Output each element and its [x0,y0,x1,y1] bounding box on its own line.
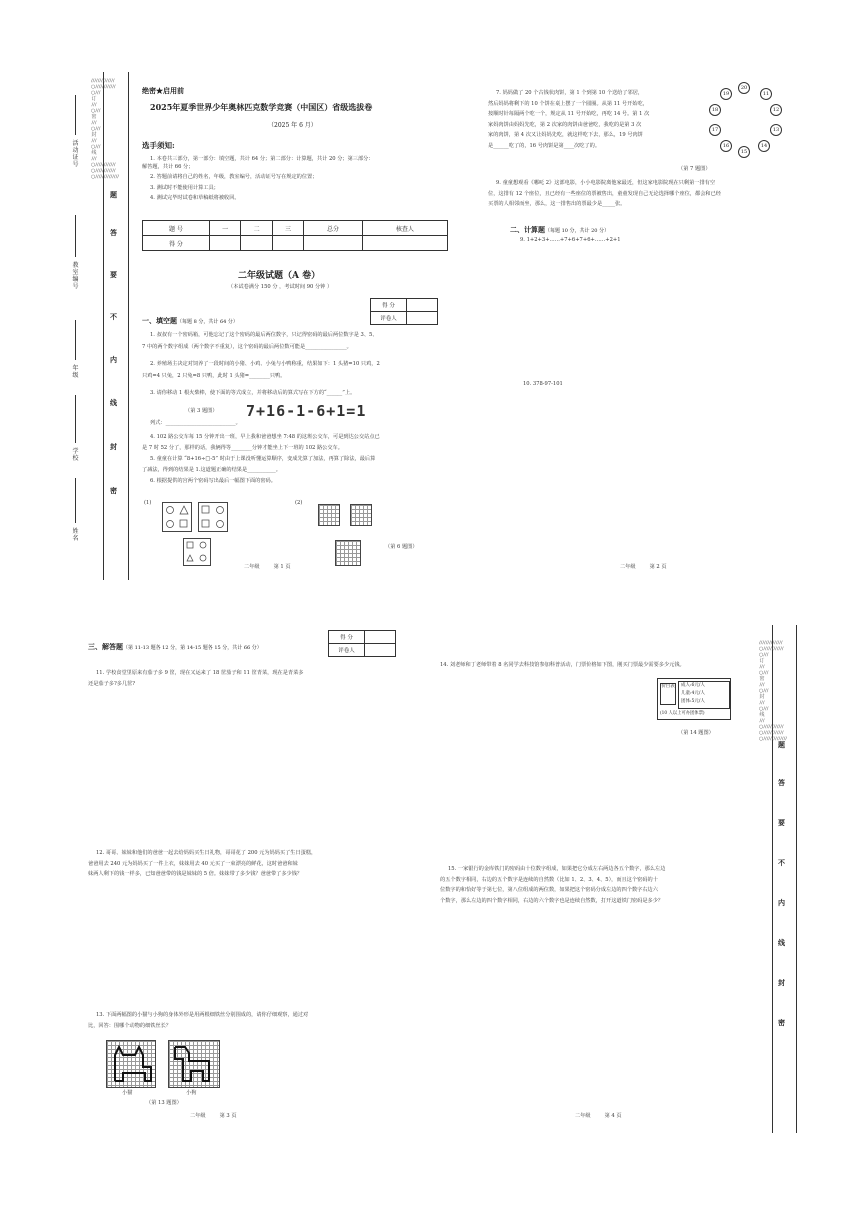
ticket-price-list [678,681,730,709]
seal-char: 要 [778,818,785,827]
page-4-footer [575,1113,622,1121]
seal-char: 内 [778,898,785,907]
binding-line [772,625,773,1133]
underline [75,478,76,523]
footer-page: 第 3 页 [219,1113,237,1119]
questions-4-6 [142,434,472,486]
question-5: 5. 童童在计算 “8+16÷□-5” 时由于上课没听懂运算顺序，变成先算了加法，再算了除法，最后算 [150,456,376,463]
seal-char: 线 [778,938,785,947]
grader-label: 评卷人 [371,312,407,325]
paper-title: 二年级试题（A 卷） [238,271,321,281]
label-grade: 年级 [72,365,79,379]
ticket-price-row: 成人:6元/人 [681,683,705,688]
section-2-heading [510,225,609,235]
question-7-line: 家的肉饼，第 4 次又让妈妈先吃，就这样吃下去，那么，19 号肉饼 [488,132,643,139]
q6-label: (2) [295,500,303,506]
label-activity-id: 活动证号 [72,140,79,168]
grader-cell[interactable] [407,299,438,312]
notice-item: 解答题，共计 66 分； [142,163,194,170]
pancake-circle: 14 [758,140,770,152]
grader-cell[interactable] [365,644,396,657]
seal-char: 封 [110,442,117,451]
ticket-board-title: 价目表 [660,683,676,705]
q6-grid-figure [318,504,340,526]
score-cell[interactable] [362,236,447,251]
cat-label: 小猫 [122,1090,133,1096]
pancake-circle: 15 [738,146,750,158]
question-12 [88,850,398,879]
q6-code-figure [183,538,211,566]
notice-item: 1. 本卷共三部分，第一部分：填空题，共计 64 分；第二部分：计算题，共计 20 分；第三部分： [150,156,374,162]
question-8-line: 9. 童童想观看《哪吒 2》这部电影，小小电影院离他家最近，但这家电影院现在只剩第一排有空 [496,180,716,186]
shape-icon [184,539,210,565]
footer-page: 第 2 页 [649,564,667,570]
exam-date: （2025 年 6 月） [268,122,317,129]
seal-char: 密 [110,486,117,495]
underline [75,395,76,443]
matchstick-equation: 7+16-1-6+1=1 [246,402,367,420]
label-school: 学校 [72,448,79,462]
binding-line [128,72,129,580]
question-2: 2. 养殖场主决定对饲养了一段时间的小猪、小鸡、小兔与小鸭称重，结果如下：1 头猪=10 只鸡，2 [150,361,380,368]
question-4: 是 7 时 52 分了，那样的话，我俩得等________分钟才能坐上下一班的 102 路公交车。 [142,444,343,451]
question-7-line: 家妈肉饼由妈妈先吃，第 2 次家的肉饼由爸爸吃，我吃的是第 3 次 [488,121,642,128]
question-12-line: 妹两人剩下的钱一样多，已知爸爸带的钱是妹妹的 5 倍。妹妹带了多少钱？爸爸带了多少钱？ [88,871,303,878]
question-6: 6. 根据提供的宫两个密码写出最后一幅图下面的密码。 [150,478,276,485]
score-header: 三 [272,221,303,236]
question-15-line: 个数字，那么左边的四个数字相同，右边的六个数字也是连续自然数，打开这道铁门密码是多少？ [440,897,664,904]
notice-item: 4. 测试完毕时试卷和草稿纸将被收回。 [150,195,240,202]
footer-page: 第 1 页 [273,564,291,570]
dog-label: 小狗 [186,1090,197,1096]
paper-subtitle: （本试卷满分 150 分 ，考试时间 90 分钟 ） [228,284,333,290]
score-cell[interactable] [272,236,303,251]
secret-mark: 绝密★启用前 [142,86,184,95]
q6-code-figure [198,502,228,532]
label-name: 姓名 [72,528,79,542]
pancake-circle: 11 [760,88,772,100]
section-2-title: 二、计算题 [510,225,545,234]
ticket-price-row: 儿童:4元/人 [681,691,705,696]
score-table [142,220,448,251]
question-15-line: 位数字的和恰好等于第七位，第八位组成的两位数，如果把这个密码分成左边的四个数字右边六 [440,887,658,894]
exam-title: 2025年夏季世界少年奥林匹克数学竞赛（中国区）省级选拔卷 [150,102,373,112]
page-2-footer [620,564,667,572]
question-3-answer: 列式：___________________________。 [150,420,241,426]
page-1-footer [244,564,291,572]
question-3-fig-caption: （第 3 题图） [185,408,218,414]
seal-char: 要 [110,270,117,279]
underline [75,95,76,135]
question-15-line: 的五个数字相同，右边的五个数字是连续的自然数（比如 1、2、3、4、5），而且这个密码的十 [440,876,658,883]
dog-icon [169,1041,219,1087]
label-classroom: 教室编号 [72,262,79,290]
score-header: 一 [209,221,240,236]
underline [75,320,76,360]
question-7 [488,90,708,150]
question-13 [88,1012,398,1030]
question-4: 4. 102 路公交车每 15 分钟开出一班，早上我和爸爸想坐 7:48 的这班公交车，可是到达公交站点已 [150,434,380,440]
question-14: 14. 刘老师和丁老师带着 8 名同学去科技馆参加科普活动，门票价格如下图，刚买门票最少需要多少元钱。 [440,662,685,668]
question-3: 3. 请你移动 1 根火柴棒，使下面的等式成立，并将移动后的算式写在下方的“______”上。 [150,390,356,397]
question-12-line: 爸爸用去 240 元为妈妈买了一件上衣，妹妹用去 40 元买了一束漂亮的鲜花，这时爸爸和妹 [88,860,298,867]
score-header: 总分 [304,221,362,236]
shape-icon [163,503,191,531]
seal-char: 内 [110,355,117,364]
section-3-note: （第 11-13 题各 12 分，第 14-15 题各 15 分，共计 66 分） [123,645,262,651]
seal-dash-line: //////////////○////////////○/// 订 ///○/// 密 ///○/// 封 ///○/// 线 ///○////////////○////////////○////////////// [759,640,787,742]
grader-cell[interactable] [365,631,396,644]
question-1: 1. 叔叔有一个密码箱，可他忘记了这个密码的最后两位数字，只记得密码的最后两位数字是 3、5、 [150,332,378,338]
pancake-circle: 20 [738,82,750,94]
q6-code-figure [162,502,192,532]
dog-wire-figure [168,1040,220,1088]
question-7-fig-caption: （第 7 题图） [678,166,711,172]
pancake-circle: 19 [720,88,732,100]
score-header: 题 号 [143,221,210,236]
question-13-line: 比，回答：围哪个动物的细铁丝长？ [88,1022,172,1029]
question-7-line: 7. 妈妈做了 20 个古钱状肉饼，第 1 个到第 10 个送给了邻居， [496,90,644,96]
question-14-fig-caption: （第 14 题图） [678,730,714,736]
seal-char: 封 [778,978,785,987]
page-3-footer [190,1113,237,1121]
q6-label: (1) [144,500,152,506]
question-1: 7 中的两个数字组成（两个数字不重复），这个密码的最后两位数可能是________________。 [142,343,352,350]
notice-list [142,156,480,203]
pancake-circle: 16 [720,140,732,152]
q6-fig-caption: （第 6 题图） [385,544,418,550]
questions-1-6 [142,332,472,398]
question-13-line: 13. 下面两幅图的小猫与小狗的身体外形是用两根细铁丝分别围成的，请你仔细观察，通过对 [96,1012,309,1018]
section-3-title: 三、解答题 [88,642,123,651]
binding-line [796,625,797,1133]
seal-char: 题 [110,190,117,199]
question-15 [440,866,740,905]
grader-box [370,298,438,325]
score-header: 二 [241,221,272,236]
binding-line [103,72,104,580]
question-8 [488,180,778,209]
grader-label: 评卷人 [329,644,365,657]
question-8-line: 买票的人相邻而坐，那么，这一排售出的票最少是_____张。 [488,201,626,208]
question-15-line: 15. 一家银行的金库铁门的密码由十位数字组成，如果把它分成左右两边各五个数字，那么左边 [448,866,666,872]
footer-grade: 二年级 [575,1113,591,1119]
pancake-circle: 18 [709,104,721,116]
footer-grade: 二年级 [190,1113,206,1119]
section-1-note: （每题 8 分，共计 64 分） [177,319,238,325]
footer-grade: 二年级 [620,564,636,570]
question-9: 9. 1+2+3+……+7+6+7+6+……+2+1 [520,237,621,243]
question-8-line: 位，这排有 12 个座位，且已经有一些座位的票被售出，童童发现自己无论选择哪个座位，都会和已经 [488,190,721,197]
question-11 [88,670,398,688]
score-cell[interactable] [241,236,272,251]
question-7-line: 是______吃了的，16 号肉饼是第____次吃了的。 [488,142,601,149]
q6-grid-figure [335,540,361,566]
seal-char: 答 [110,228,117,237]
score-header: 核查人 [362,221,447,236]
score-cell[interactable] [209,236,240,251]
underline [75,215,76,257]
footer-page: 第 4 页 [604,1113,622,1119]
section-1-heading [142,316,238,326]
grader-box [328,630,396,657]
grader-label: 得 分 [329,631,365,644]
question-2: 只鸡=4 只兔，2 只兔=8 只鸭，此时 1 头猪=________只鸭。 [142,372,286,379]
question-11-line: 11. 学校食堂里原来有茄子多 9 筐，现在又运来了 18 筐茄子和 11 筐青菜，现在是青菜多 [96,670,304,676]
footer-grade: 二年级 [244,564,260,570]
question-10: 10. 378-97-101 [523,381,563,387]
seal-char: 线 [110,398,117,407]
seal-char: 密 [778,1018,785,1027]
section-3-heading [88,642,262,652]
pancake-circle: 17 [709,124,721,136]
notice-item: 2. 答题前请将自己的姓名，年级，教室编号，活动证号写在规定的位置； [150,174,318,181]
ticket-note: (10 人以上可办团体票) [660,711,705,716]
q6-grid-figure [350,504,372,526]
question-12-line: 12. 哥哥、妹妹和他们的爸爸一起去给妈妈买生日礼物，哥哥花了 200 元为妈妈买了生日蛋糕， [96,850,317,856]
seal-char: 题 [778,740,785,749]
score-row-label: 得 分 [143,236,210,251]
ticket-price-row: 团体:5元/人 [681,699,705,704]
seal-char: 不 [778,858,785,867]
question-7-line: 按顺时针每隔两个吃一个，规定从 11 号开始吃，再吃 14 号。第 1 次 [488,111,650,118]
ticket-price-board [657,678,731,720]
section-2-note: （每题 10 分，共计 20 分） [545,228,610,234]
seal-char: 答 [778,778,785,787]
score-cell[interactable] [304,236,362,251]
question-11-line: 还是茄子多?多几筐? [88,680,136,687]
notice-title: 选手须知: [142,141,175,150]
seal-dash-line: //////////////○////////////○/// 订 ///○/// 密 ///○/// 封 ///○/// 线 ///○////////////○////////////○////////////// [91,78,119,180]
seal-char: 不 [110,312,117,321]
question-13-fig-caption: （第 13 题图） [146,1100,182,1106]
shape-icon [199,503,227,531]
grader-cell[interactable] [407,312,438,325]
pancake-circle: 13 [770,124,782,136]
section-1-title: 一、填空题 [142,316,177,325]
grader-label: 得 分 [371,299,407,312]
notice-item: 3. 测试时不能使用计算工具； [150,184,219,191]
cat-icon [107,1041,155,1087]
question-5: 了减法，得到的结果是 1.这道题正确的结果是___________。 [142,466,281,473]
cat-wire-figure [106,1040,156,1088]
question-7-line: 然后妈妈将剩下的 10 个饼在桌上摆了一个圆圈。从第 11 号开始吃， [488,100,648,107]
pancake-circle: 12 [770,104,782,116]
